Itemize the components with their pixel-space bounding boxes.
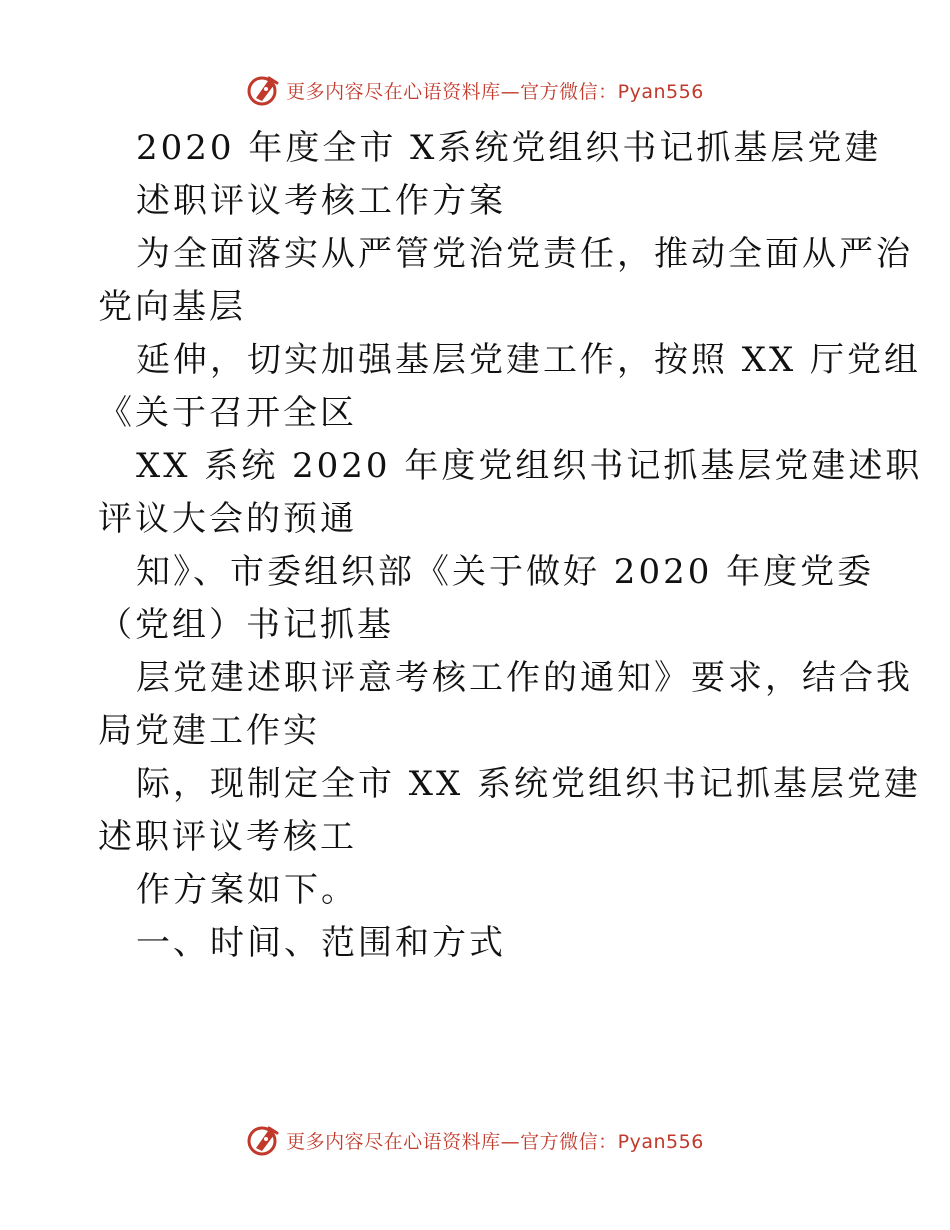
text-line: 际，现制定全市 XX 系统党组织书记抓基层党建 <box>136 764 922 804</box>
text-line: （党组）书记抓基 <box>98 605 394 645</box>
text-line: 作方案如下。 <box>136 870 358 910</box>
document-body <box>98 122 923 970</box>
pen-nib-circle-icon <box>246 72 282 108</box>
text-line: 《关于召开全区 <box>98 393 357 433</box>
watermark-footer <box>0 1120 950 1160</box>
text-line: 局党建工作实 <box>98 711 320 751</box>
text-line: 述职评议考核工作方案 <box>136 181 506 221</box>
text-line: 延伸，切实加强基层党建工作，按照 XX 厅党组 <box>136 340 922 380</box>
text-line: 层党建述职评意考核工作的通知》要求，结合我 <box>136 658 913 698</box>
text-line: 2020 年度全市 X系统党组织书记抓基层党建 <box>136 128 882 168</box>
watermark-text: 更多内容尽在心语资料库—官方微信：Pyan556 <box>286 1130 704 1153</box>
watermark-header <box>0 70 950 110</box>
text-line: 评议大会的预通 <box>98 499 357 539</box>
text-line: 党向基层 <box>98 287 246 327</box>
text-line: 一、时间、范围和方式 <box>136 923 506 963</box>
pen-nib-circle-icon <box>246 1122 282 1158</box>
text-line: XX 系统 2020 年度党组织书记抓基层党建述职 <box>136 446 923 486</box>
text-line: 知》、市委组织部《关于做好 2020 年度党委 <box>136 552 875 592</box>
watermark-text: 更多内容尽在心语资料库—官方微信：Pyan556 <box>286 80 704 103</box>
text-line: 述职评议考核工 <box>98 817 357 857</box>
text-line: 为全面落实从严管党治党责任，推动全面从严治 <box>136 234 913 274</box>
